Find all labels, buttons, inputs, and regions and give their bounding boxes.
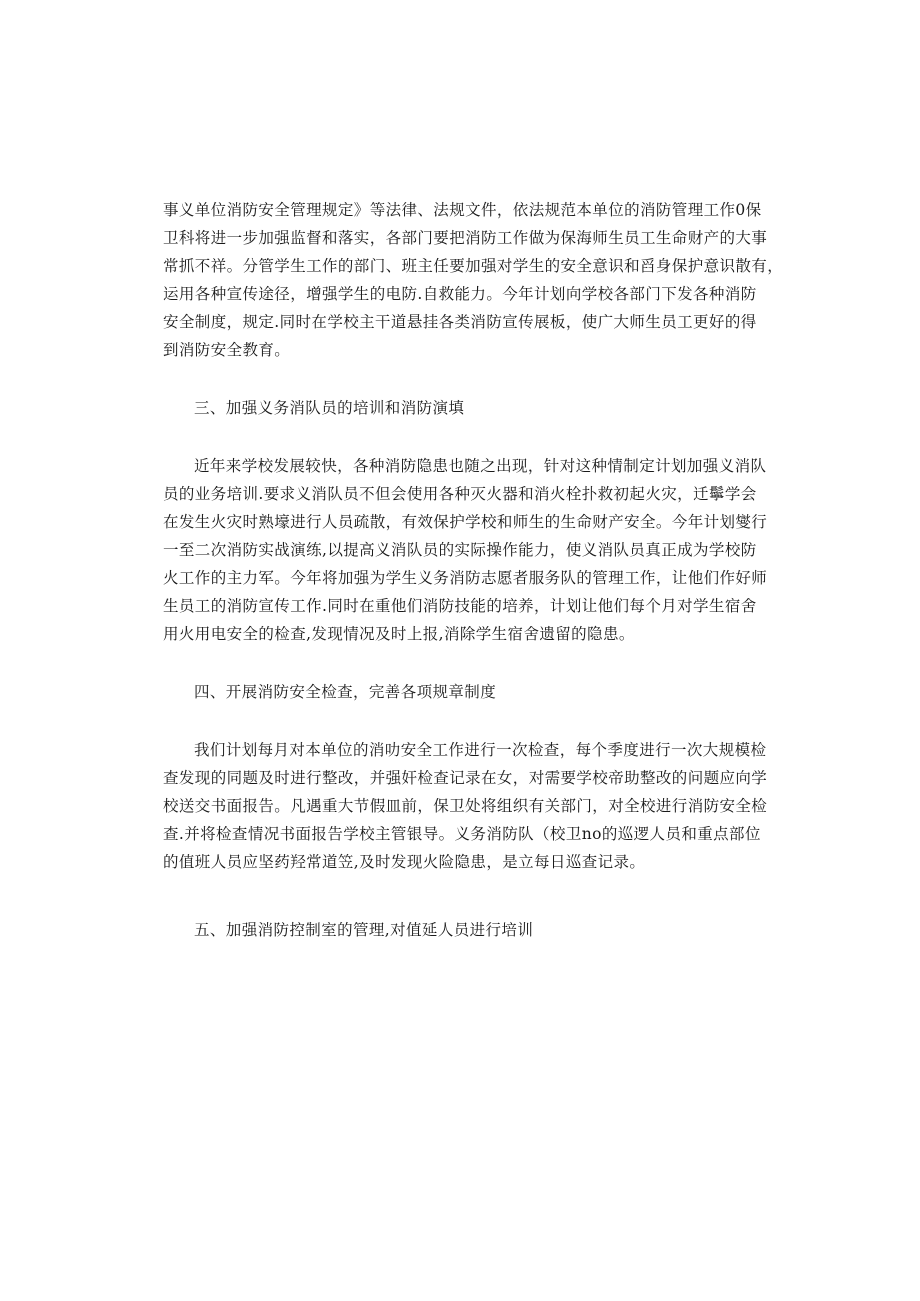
text-line: 查发现的同题及时进行整改，并强奸检查记录在女，对需要学校帝助整改的问题应向学 [163,769,768,787]
text-line: 近年来学校发展较快，各种消防隐患也随之出现，针对这种情制定计划加强义消队 [194,457,767,475]
heading-text: 五、加强消防控制室的管理,对值延人员进行培训 [194,921,534,939]
heading-text: 三、加强义务消队员的培训和消防演填 [194,399,465,417]
text-line: 到消防安全教育。 [163,341,291,359]
paragraph-spacer [163,706,757,736]
paragraph-safety-inspection [163,736,768,876]
text-line: 卫科将进一步加强监督和落实，各部门要把消防工作做为保海师生员工生命财产的大事 [163,229,768,247]
paragraph-spacer [163,422,757,452]
document-body [163,196,784,944]
text-line: 事义单位消防安全管理规定》等法律、法规文件，依法规范本单位的消防管理工作0保 [163,201,762,219]
section-heading-5 [163,916,757,944]
paragraph-regulations [163,196,784,364]
text-line: 校送交书面报告。凡遇重大节假皿前，保卫处将组织有关部门，对全校进行消防安全检 [163,797,768,815]
text-line: 用火用电安全的检查,发现情况及时上报,消除学生宿舍遗留的隐患。 [163,625,635,643]
section-heading-4 [163,678,757,706]
text-line: 员的业务培训.要求义消队员不但会使用各种灭火器和消火栓扑救初起火灾，迁鬡学会 [163,485,757,503]
paragraph-spacer [163,364,757,394]
text-line: 一至二次消防实战演练,以提高义消队员的实际操作能力，使义消队员真正成为学校防 [163,541,757,559]
paragraph-spacer [163,876,757,916]
text-line: 生员工的消防宣传工作.同时在重他们消防技能的培养，计划让他们每个月对学生宿舍 [163,597,757,615]
text-line: 常抓不祥。分管学生工作的部门、班主任要加强对学生的安全意识和舀身保护意识散有， [163,257,784,275]
text-line: 运用各种宣传途径，增强学生的电防.自救能力。今年计划向学校各部门下发各种消防 [163,285,757,303]
section-heading-3 [163,394,757,422]
text-line: 火工作的主力军。今年将加强为学生义务消防志愿者服务队的管理工作，让他们作好师 [163,569,768,587]
text-line: 的值班人员应坚药羟常道笠,及时发现火险隐患，是立每日巡查记录。 [163,853,646,871]
text-line: 查.并将检查情况书面报告学校主管银导。义务消防队（校卫no的巡逻人员和重点部位 [163,825,761,843]
text-line: 安全制度，规定.同时在学校主干道悬挂各类消防宣传展板，使广大师生员工更好的得 [163,313,757,331]
paragraph-spacer [163,648,757,678]
heading-text: 四、开展消防安全检查，完善各项规章制度 [194,683,497,701]
paragraph-volunteer-training [163,452,768,648]
text-line: 在发生火灾时熟壕进行人员疏散，有效保护学校和师生的生命财产安全。今年计划燮行 [163,513,768,531]
text-line: 我们计划每月对本单位的消叻安全工作进行一次检查，每个季度进行一次大规模检 [194,741,767,759]
